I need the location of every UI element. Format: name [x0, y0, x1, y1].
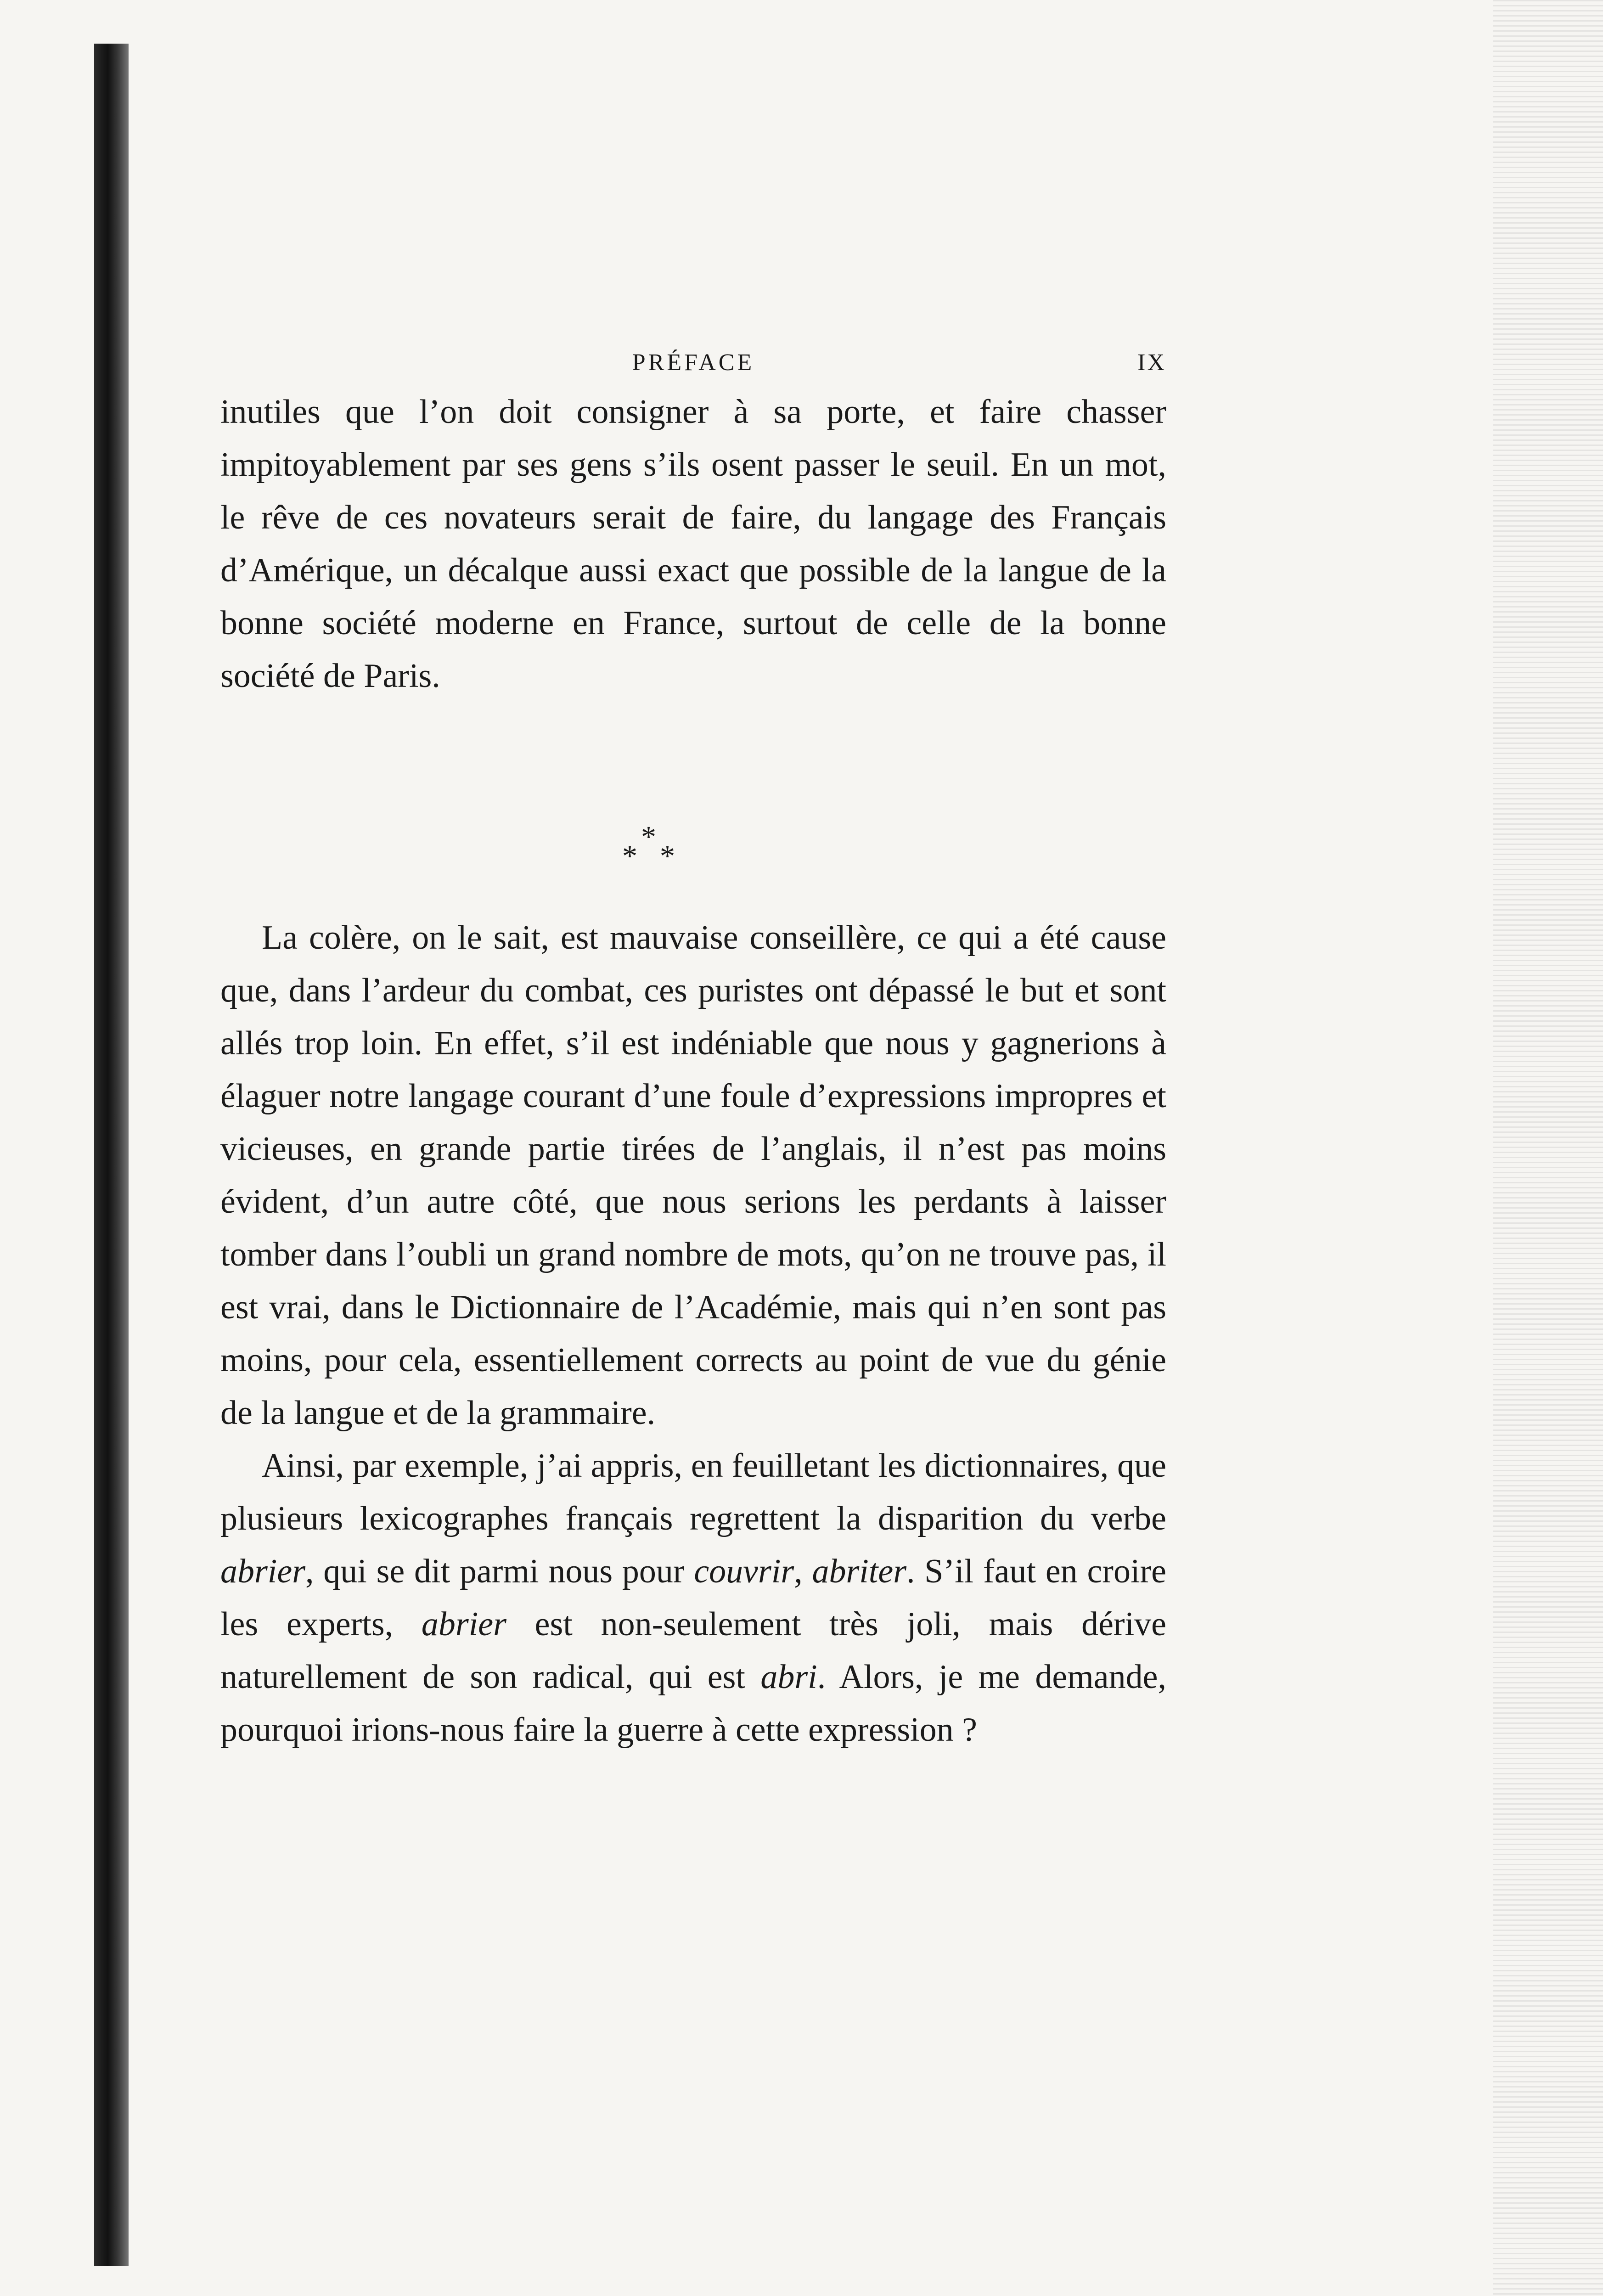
paragraph	[220, 1440, 1166, 1756]
text-run: ,	[794, 1553, 812, 1590]
text-run: Ainsi, par exemple, j’ai appris, en feuilletant les dictionnaires, que plusieurs lexicographes français regrettent la disparition du verbe	[220, 1447, 1166, 1537]
text-run: , qui se dit parmi nous pour	[305, 1553, 694, 1590]
italic-term: couvrir	[694, 1553, 794, 1590]
paragraph-continued: inutiles que l’on doit consigner à sa porte, et faire chasser impitoyablement par ses gens s’ils osent passer le seuil. En un mot, le rêve de ces novateurs serait de faire, du langage des Français d’Amérique, un décalque aussi exact que possible de la langue de la bonne société moderne en France, surtout de celle de la bonne société de Paris.	[220, 393, 1166, 695]
asterism-separator	[611, 822, 698, 877]
paragraph: La colère, on le sait, est mauvaise conseillère, ce qui a été cause que, dans l’ardeur du combat, ces puristes ont dépassé le but et sont allés trop loin. En effet, s’il est indéniable que nous y gagnerions à élaguer notre langage courant d’une foule d’expressions impropres et vicieuses, en grande partie tirées de l’anglais, il n’est pas moins évident, d’un autre côté, que nous serions les perdants à laisser tomber dans l’oubli un grand nombre de mots, qu’on ne trouve pas, il est vrai, dans le Dictionnaire de l’Académie, mais qui n’en sont pas moins, pour cela, essentiellement corrects au point de vue du génie de la langue et de la grammaire.	[220, 919, 1166, 1432]
text-run: . Alors, je me demande, pourquoi irions-nous faire la guerre à cette expression ?	[220, 1658, 1166, 1749]
italic-term: abrier	[421, 1605, 506, 1643]
italic-term: abrier	[220, 1553, 305, 1590]
scan-binding-edge	[94, 44, 129, 2266]
asterism-star: *	[622, 839, 637, 873]
text-section-1	[220, 386, 1166, 703]
running-head	[220, 349, 1166, 386]
running-title: PRÉFACE	[632, 349, 755, 376]
scan-right-edge	[1493, 0, 1603, 2296]
italic-term: abriter	[812, 1553, 907, 1590]
text-run: . S’il faut en croire les experts,	[220, 1553, 1166, 1643]
text-section-2	[220, 912, 1166, 1756]
asterism-star: *	[641, 820, 656, 854]
asterism-star: *	[660, 839, 675, 873]
page-number: IX	[1137, 349, 1166, 376]
text-run: est non-seulement très joli, mais dérive naturellement de son radical, qui est	[220, 1605, 1166, 1696]
italic-term: abri	[760, 1658, 817, 1696]
